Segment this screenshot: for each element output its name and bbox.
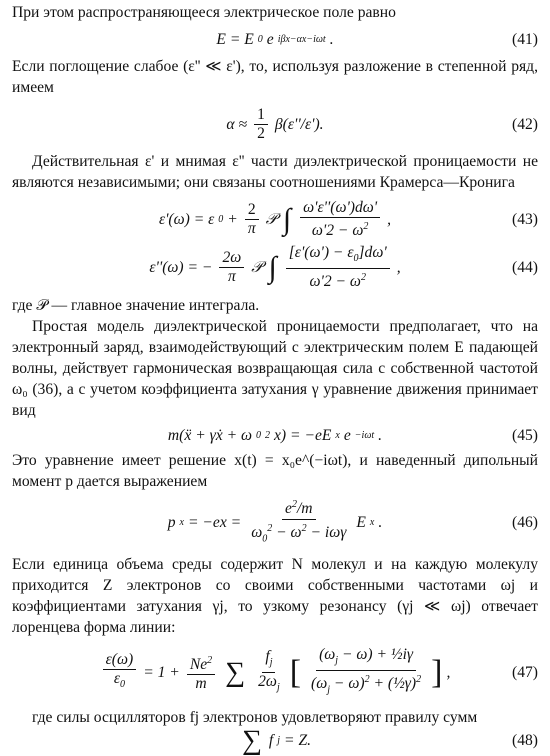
equation-47: $\frac{\varepsilon(\omega)}{\varepsilon_0}$ = 1 + $\frac{Ne^2}{m}$ ∑ $\frac{f_j}{2\omega_j}$ [ $\frac{(\omega_j - \omega) + \frac{1}{2}i\gamma}{(\omega_j - \omega)^2 + (\frac{1}{2}\gamma)^2}$ ] , (47)	[12, 646, 538, 699]
paragraph-2: Если поглощение слабое (ε'' ≪ ε'), то, используя разложение в степенной ряд, имеем	[12, 58, 538, 96]
equation-number: (42)	[512, 116, 538, 133]
equation-41: E = E 0 e iβx−αx−iωt . (41)	[216, 31, 538, 48]
equation-number: (43)	[512, 211, 538, 229]
equation-45: m(ẍ + γẋ + ω 0 2 x) = −eE x e −iωt . (45)	[167, 427, 538, 445]
equation-42: α ≈ $\frac{1}{2}$ β(ε''/ε'). (42)	[226, 106, 538, 142]
equation-number: (41)	[512, 31, 538, 48]
equation-number: (48)	[512, 732, 538, 750]
paragraph-6: Это уравнение имеет решение x(t) = x₀e^(−iωt), и наведенный дипольный момент p дается выражением	[12, 452, 538, 491]
paragraph-7: Если единица объема среды содержит N молекул и на каждую молекулу приходится Z электронов со своими собственными частотами ωj и коэффициентами затухания γj, то узкому резонансу (γj ≪ ωj) отвечает лоренцева форма линии:	[12, 555, 538, 636]
equation-number: (47)	[512, 664, 538, 682]
paragraph-4: где 𝒫 — главное значение интеграла.	[12, 297, 260, 315]
equation-number: (44)	[512, 259, 538, 277]
equation-number: (46)	[512, 513, 538, 531]
equation-43: ε'(ω) = ε 0 + $\frac{2}{\pi}$ 𝒫 ∫ $\frac{\omega'\varepsilon''(\omega')d\omega'}{\omega'2 - \omega^2}$ , (43)	[158, 199, 538, 240]
equation-48: ∑ f j = Z. (48)	[241, 725, 538, 756]
paragraph-5: Простая модель диэлектрической проницаемости предполагает, что на электронный заряд, взаимодействующий с электрическим полем E падающей волны, действует гармоническая возвращающая сила с собственной частотой ω₀ (36), а с учетом коэффициента затухания γ уравнение движения принимает вид	[12, 318, 538, 420]
paragraph-3: Действительная ε' и мнимая ε'' части диэлектрической проницаемости не являются независимыми; они связаны соотношениями Крамерса—Кронига	[12, 153, 538, 191]
paragraph-8: где силы осцилляторов fj электронов удовлетворяют правилу сумм	[32, 709, 478, 727]
equation-46: p x = −ex = $\frac{e^2/m}{\omega_0^2 - \omega^2 - i\omega\gamma}$ E x . (46)	[12, 496, 538, 547]
equation-number: (45)	[512, 427, 538, 445]
paragraph-1: При этом распространяющееся электрическое поле равно	[12, 4, 396, 21]
equation-44: ε''(ω) = − $\frac{2\omega}{\pi}$ 𝒫 ∫ $\frac{[\varepsilon'(\omega') - \varepsilon_0]d\omega'}{\omega'2 - \omega^2}$ , (44)	[149, 244, 538, 291]
